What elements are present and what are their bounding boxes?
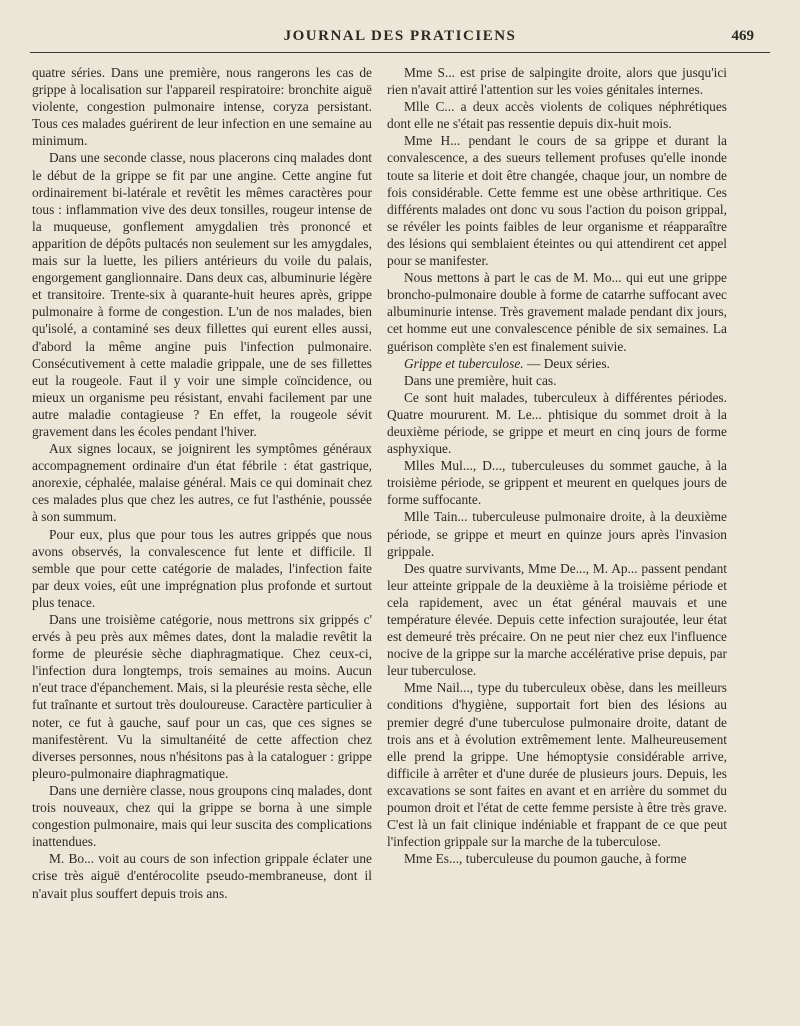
paragraph: Mme Nail..., type du tuberculeux obèse, dans les meilleurs conditions d'hygiène, supportait fort bien des lésions au premier degré d'une tuberculose pulmonaire droite, datant de trois ans et à évolution extrêmement lente. Malheureusement elle prend la grippe. Une hémoptysie considérable arrive, difficile à arrêter et d'une durée de plusieurs jours. Depuis, les excavations se sont faites en avant et en arrière du sommet du poumon droit et l'état de cette femme persiste à être très grave. C'est là un fait clinique indéniable et frappant de ce que peut l'infection grippale sur la marche de la tuberculose. <box>387 680 727 850</box>
header-rule <box>30 52 770 53</box>
paragraph: Dans une première, huit cas. <box>404 372 557 388</box>
section-heading <box>387 355 727 372</box>
paragraph: quatre séries. Dans une première, nous rangerons les cas de grippe à localisation sur l'appareil respiratoire: bronchite aiguë violente, congestion pulmonaire intense, coryza persistant. Tous ces malades guérirent de leur infection en une semaine au minimum. <box>32 65 372 149</box>
paragraph: Nous mettons à part le cas de M. Mo... qui eut une grippe broncho-pulmonaire double à forme de catarrhe suffocant avec albuminurie intense. Très gravement malade pendant dix jours, cet homme eut une convalescence pénible de six semaines. La guérison complète s'en est finalement suivie. <box>387 270 727 354</box>
paragraph: Dans une seconde classe, nous placerons cinq malades dont le début de la grippe se fit par une angine. Cette angine fut ordinairement bi-latérale et revêtit les mêmes caractères pour tous : inflammation vive des deux tonsilles, rougeur intense de la muqueuse, gonflement amygdalien très prononcé et apparition de dépôts pultacés non seulement sur les amygdales, mais sur la luette, les piliers antérieurs du voile du palais, engorgement ganglionnaire. Dans deux cas, albuminurie légère et transitoire. Trente-six à quarante-huit heures après, grippe pulmonaire à forme de congestion. L'un de nos malades, bien qu'isolé, a contaminé ses deux fillettes qui eurent elles aussi, d'abord la même angine puis l'infection pulmonaire. Consécutivement à cette maladie grippale, une de ses fillettes eut la rougeole. Faut il y voir une simple coïncidence, ou mieux un organisme peu résistant, envahi facilement par une autre maladie contagieuse ? En effet, la rougeole sévit gravement dans les écoles pendant l'hiver. <box>32 150 372 439</box>
paragraph: Mme H... pendant le cours de sa grippe et durant la convalescence, a des sueurs tellement profuses qu'elle inonde toute sa literie et doit être changée, chaque jour, un nombre de fois considérable. Cette femme est une obèse arthritique. Ces différents malades ont donc vu sous l'action du poison grippal, se révéler les points faibles de leur organisme et réapparaître des lésions qui semblaient éteintes ou qui attendirent cet appel pour se manifester. <box>387 133 727 269</box>
paragraph: Des quatre survivants, Mme De..., M. Ap... passent pendant leur atteinte grippale de la deuxième à la troisième période et cela rapidement, avec un état général mauvais et une température élevée. Depuis cette infection surajoutée, leur état est demeuré très précaire. On ne peut nier chez eux l'influence nocive de la grippe sur la marche accélérative prise depuis, par leur tuberculose. <box>387 560 727 679</box>
left-column <box>32 64 372 902</box>
paragraph: Mlles Mul..., D..., tuberculeuses du sommet gauche, à la troisième période, se grippent et meurent en quelques jours de forme suffocante. <box>387 458 727 508</box>
right-column <box>387 64 727 867</box>
page-number: 469 <box>731 28 754 44</box>
paragraph: Ce sont huit malades, tuberculeux à différentes périodes. Quatre moururent. M. Le... phtisique du sommet droit à la deuxième période, se grippe et meurt en cinq jours de forme asphyxique. <box>387 389 727 457</box>
page-header <box>30 28 770 50</box>
section-title: Grippe et tuberculose. <box>404 355 524 371</box>
paragraph: M. Bo... voit au cours de son infection grippale éclater une crise très aiguë d'entérocolite pseudo-membraneuse, dont il n'avait plus souffert depuis trois ans. <box>32 851 372 901</box>
paragraph: Pour eux, plus que pour tous les autres grippés que nous avons observés, la convalescence fut lente et difficile. Il semble que pour cette catégorie de malades, l'infection faite par deux voies, eût une imprégnation plus profonde et surtout plus tenace. <box>32 526 372 610</box>
paragraph: Dans une troisième catégorie, nous mettrons six grippés c' ervés à peu près aux mêmes dates, dont la maladie revêtit la forme de pleurésie sèche diaphragmatique. Chez ceux-ci, l'infection dura longtemps, trois semaines au moins. Aucun n'eut trace d'épanchement. Mais, si la pleurésie resta sèche, elle fut traînante et surtout très douloureuse. Caractère particulier à noter, ce fut à gauche, sauf pour un cas, que ces signes se manifestèrent. Vu la simultanéité de cette affection chez diverses personnes, nous n'hésitons pas à la cataloguer : grippe pleuro-pulmonaire diaphragmatique. <box>32 612 372 781</box>
paragraph: Mlle Tain... tuberculeuse pulmonaire droite, à la deuxième période, se grippe et meurt en quinze jours après l'invasion grippale. <box>387 509 727 559</box>
paragraph: Dans une dernière classe, nous groupons cinq malades, dont trois nouveaux, chez qui la grippe se borna à une simple congestion pulmonaire, mais qui leur suscita des complications inattendues. <box>32 782 372 850</box>
paragraph: Mlle C... a deux accès violents de coliques néphrétiques dont elle ne s'était pas ressentie depuis dix-huit mois. <box>387 99 727 132</box>
paragraph: Mme Es..., tuberculeuse du poumon gauche, à forme <box>404 851 687 867</box>
section-subtitle: — Deux séries. <box>523 355 610 371</box>
paragraph: Mme S... est prise de salpingite droite, alors que jusqu'ici rien n'avait attiré l'attention sur les voies génitales internes. <box>387 65 727 98</box>
journal-title: JOURNAL DES PRATICIENS <box>283 28 517 44</box>
paragraph: Aux signes locaux, se joignirent les symptômes généraux accompagnement ordinaire d'un état fébrile : état gastrique, anorexie, céphalée, malaise général. Mais ce qui dominait chez ces malades plus que chez les autres, ce fut l'asthénie, poussée à son summum. <box>32 441 372 525</box>
